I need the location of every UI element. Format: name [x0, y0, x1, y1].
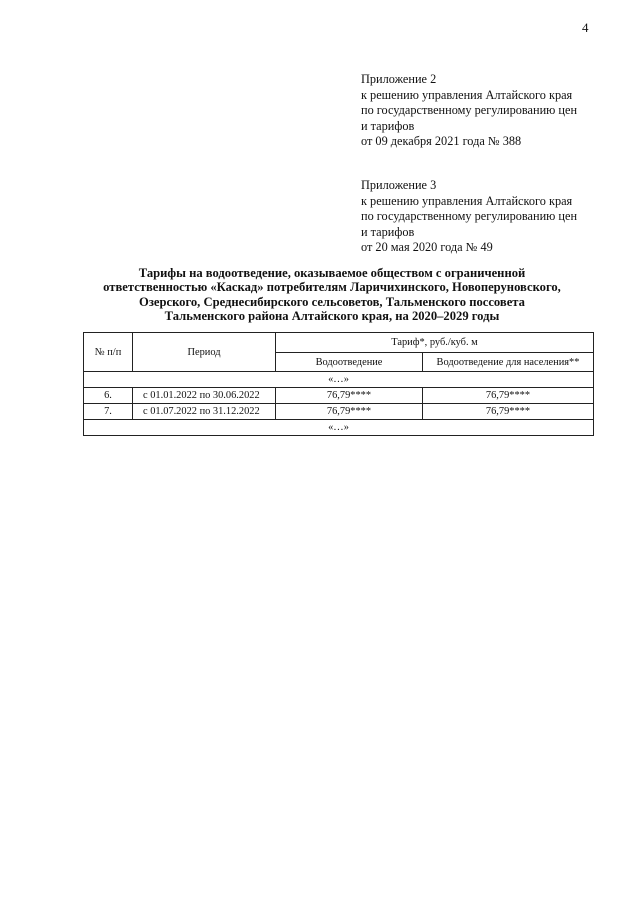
cell-period: с 01.01.2022 по 30.06.2022 [133, 388, 276, 404]
appendix-2-line: к решению управления Алтайского края [361, 87, 573, 102]
cell-sewerage-population: 76,79**** [423, 404, 594, 420]
appendix-3-header [361, 178, 577, 256]
document-title [80, 266, 584, 324]
title-line: Тарифы на водоотведение, оказываемое обществом с ограниченной [138, 266, 526, 280]
appendix-2-header [361, 72, 577, 150]
header-tariff-group: Тариф*, руб./куб. м [276, 333, 594, 353]
tariff-table [83, 332, 594, 436]
table-row [84, 404, 594, 420]
appendix-3-line: по государственному регулированию цен [361, 209, 578, 224]
cell-period: с 01.07.2022 по 31.12.2022 [133, 404, 276, 420]
ellipsis-row-top [84, 372, 594, 388]
appendix-3-line: Приложение 3 [361, 178, 437, 192]
cell-num: 7. [84, 404, 133, 420]
appendix-3-line: от 20 мая 2020 года № 49 [361, 240, 493, 255]
ellipsis-cell: «…» [84, 420, 594, 436]
appendix-2-line: и тарифов [361, 118, 415, 133]
header-sewerage: Водоотведение [276, 353, 423, 372]
title-line: Озерского, Среднесибирского сельсоветов, Тальменского поссовета [139, 294, 525, 309]
table-row [84, 388, 594, 404]
ellipsis-row-bottom [84, 420, 594, 436]
title-line: Тальменского района Алтайского края, на 2020–2029 годы [164, 309, 500, 324]
cell-num: 6. [84, 388, 133, 404]
appendix-3-line: к решению управления Алтайского края [361, 193, 573, 208]
page-number: 4 [582, 20, 589, 35]
cell-sewerage-population: 76,79**** [423, 388, 594, 404]
appendix-3-line: и тарифов [361, 224, 415, 239]
ellipsis-cell: «…» [84, 372, 594, 388]
cell-sewerage: 76,79**** [276, 388, 423, 404]
header-sewerage-population: Водоотведение для населения** [423, 353, 594, 372]
appendix-2-line: от 09 декабря 2021 года № 388 [361, 134, 522, 149]
header-num: № п/п [84, 333, 133, 372]
table-header-row [84, 333, 594, 353]
title-line: ответственностью «Каскад» потребителям Ларичихинского, Новоперуновского, [103, 280, 561, 295]
header-period: Период [133, 333, 276, 372]
appendix-2-line: Приложение 2 [361, 72, 437, 86]
appendix-2-line: по государственному регулированию цен [361, 103, 578, 118]
cell-sewerage: 76,79**** [276, 404, 423, 420]
